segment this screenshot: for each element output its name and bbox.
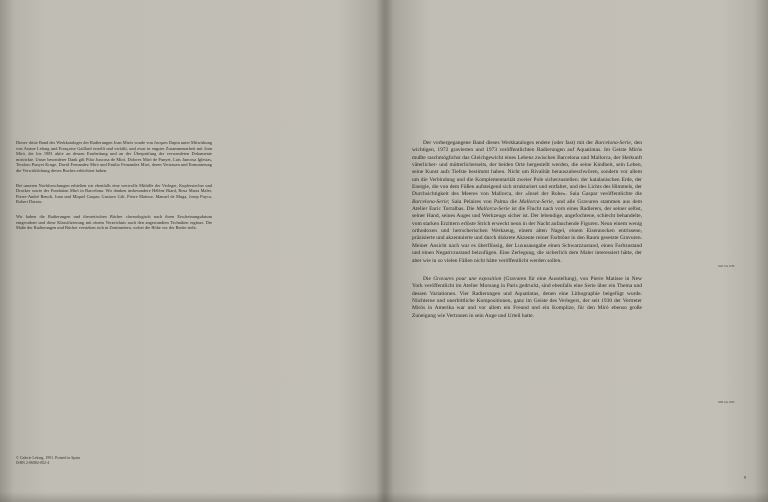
copyright-line: © Galerie Lelong, 1991. Printed in Spain: [16, 455, 81, 460]
sidenote-catalog-range-2: 606 bis 609: [718, 400, 735, 404]
isbn-line: ISBN 2-86882-002-4: [16, 460, 50, 465]
paragraph: Dieser dritte Band des Werkkataloges der Radierungen Joan Mirós wurde von Jacques Dupin unter Mitwirkung von Ariane Lelong und Françoise Gaillard erstellt und verfaßt, und zwar in engster Zusammenarbeit mit Joan Miró, der bis 1981 aktiv an dessen Erarbeitung und an der Überprüfung der verwendeten Dokumente mitwirkte. Unser besonderer Dank gilt Pilar Juncosa de Miró, Dolores Miró de Punyet, Luis Juncosa Iglesias, Teodoro Punyet Kruge, David Fernandez Miró und Emilio Fernandez Miró, deren Vertrauen und Ermunterung die Verwirklichung dieses Buches erleichtert haben.: [16, 140, 212, 173]
left-edge-shadow: [0, 0, 14, 502]
page-number: 9: [743, 475, 746, 480]
paragraph: Der vorhergegangene Band dieses Werkkataloges endete (oder fast) mit der Barcelona-Serie, den wichtigen, 1972 gravierten und 1973 veröffentlichten Radierungen auf Aquatintas. Im Geiste Mirós mußte raschmöglichst das Gleichgewicht eines Lebens zwischen Barcelona und Mallorca, der Herkunft väterlicher- und mütterlicherseits, der beiden Orte hergestellt werden, die seine Kindheit, sein Leben, seine Kunst aufs Tiefste bestimmt haben. Nicht um Rivalität herauszubeschwören, sondern vor allem um die Verbindung und die Komplementarität zweier Pole sicherzustellen: der katalanischen Erde, der Energie, die von dem Füßen aufsteigend sich strukturiert und entfaltet, und des Lichts des Himmels, der Durchsichtigkeit des Meeres von Mallorca, der «Insel der Ruhe». Sala Gaspar veröffentlichte die Barcelona-Serie; Sala Pelaires von Palma die Mallorca-Serie, und alle Gravuren stammen aus dem Atelier Enric Torralbas. Die Mallorca-Serie ist die Flucht nach vorn eines Radierers, der seiner selbst, seiner Hand, seines Auges und Werkzeugs sicher ist. Der lebendige, angefochtene, schlecht behandelte, vom starken Erzittern erlöste Strich erweckt neun in der Nacht aufauchende Figuren. Neun einem wenig orthodoxen und herrscherischen Werkzeug, einem alten Nagel, einem Eisennocken entrissene, präzisierte und akzentuierte und durch diskrete Akzente reiner Farbtöne in den Raum gesetzte Gravuren. Meiner Ansicht nach war es überflüssig, der Luxusausgabe einen Schwarzzustand, einen Farbzustand und einen Negativzustand beizufügen. Eine Zerlegung, die sicherlich dem Maler interessiert hätte, der aber wie in so vielen Fällen nicht hätte veröffentlicht werden sollen.: [412, 140, 642, 264]
left-page-text-block: [16, 140, 212, 240]
right-page-text-block: [412, 140, 642, 331]
paragraph: Bei unseren Nachforschungen erhielten wir ebenfalls eine wertvolle Mithilfe der Verleger, Kupferstecher und Drucker sowie der Fondation Miró in Barcelona. Wir danken insbesondere Hélène Biard, Rosa Maria Malet, Pierre-André Benoît, Joan und Miquel Gaspar, Gustavo Gili, Pierre Matisse, Manuel de Muga, Josep Puyca, Robert Dutrou.: [16, 182, 212, 205]
colophon: [16, 456, 206, 466]
paragraph: Die Gravures pour une exposition (Gravuren für eine Ausstellung), von Pierre Matisse in New York veröffentlicht im Atelier Morsang in Paris gedruckt, sind ebenfalls eine Serie über ein Thema und dessen Variationen. Vier Radierungen und Aquatintas, denen eine Lithographie beigefügt wurde. Nüchterne und unerbittliche Kompositionen, ganz im Geiste des Verlegers, der seit 1930 der Vertreter Mirós in Amerika war und vor allem ein Freund und ein Komplize, für den Miró ebenso große Zuneigung wie Vertrauen in sein Auge und Urteil hatte.: [412, 275, 643, 319]
right-page: [384, 0, 768, 502]
bottom-edge-shadow: [0, 492, 768, 502]
right-edge-shadow: [754, 0, 768, 502]
sidenote-catalog-range-1: 620 bis 638: [718, 264, 735, 268]
paragraph: Wir haben die Radierungen und theoretischen Bücher chronologisch nach ihren Erscheinungsdatum eingeordnet und diese Klassifizierung mit einem Verzeichnis nach den angewandten Techniken ergänzt. Die Maße der Radierungen und Bücher verstehen sich in Zentimetern, wobei die Höhe vor der Breite steht.: [16, 213, 212, 231]
book-gutter-shadow: [376, 0, 394, 502]
